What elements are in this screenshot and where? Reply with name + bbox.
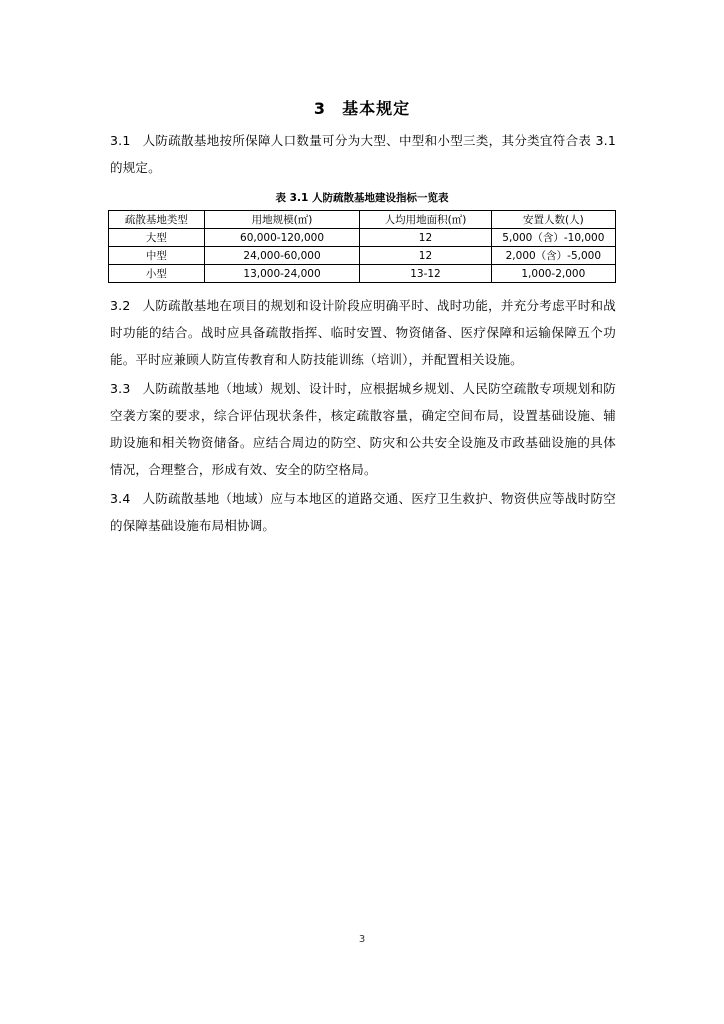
- column-header-population: 安置人数(人): [491, 211, 615, 229]
- table-cell: 1,000-2,000: [491, 265, 615, 283]
- section-text: 人防疏散基地按所保障人口数量可分为大型、中型和小型三类，其分类宜符合表 3.1 的规定。: [110, 133, 616, 175]
- table-cell: 13,000-24,000: [204, 265, 359, 283]
- section-3-2: [110, 292, 616, 373]
- table-cell: 5,000（含）-10,000: [491, 229, 615, 247]
- indicator-table: [108, 210, 616, 283]
- table-row: [109, 247, 616, 265]
- table-header-row: [109, 211, 616, 229]
- table-row: [109, 229, 616, 247]
- section-number: 3.4: [110, 491, 131, 506]
- table-cell: 60,000-120,000: [204, 229, 359, 247]
- table-cell: 中型: [109, 247, 205, 265]
- table-cell: 12: [360, 247, 491, 265]
- section-3-1: [110, 127, 616, 181]
- section-text: 人防疏散基地（地域）应与本地区的道路交通、医疗卫生救护、物资供应等战时防空的保障基础设施布局相协调。: [110, 491, 616, 533]
- table-row: [109, 265, 616, 283]
- table-cell: 大型: [109, 229, 205, 247]
- section-text: 人防疏散基地在项目的规划和设计阶段应明确平时、战时功能，并充分考虑平时和战时功能的结合。战时应具备疏散指挥、临时安置、物资储备、医疗保障和运输保障五个功能。平时应兼顾人防宣传教育和人防技能训练（培训），并配置相关设施。: [110, 298, 616, 367]
- section-3-4: [110, 485, 616, 539]
- column-header-type: 疏散基地类型: [109, 211, 205, 229]
- section-text: 人防疏散基地（地域）规划、设计时，应根据城乡规划、人民防空疏散专项规划和防空袭方案的要求，综合评估现状条件，核定疏散容量，确定空间布局，设置基础设施、辅助设施和相关物资储备。应结合周边的防空、防灾和公共安全设施及市政基础设施的具体情况，合理整合，形成有效、安全的防空格局。: [110, 381, 616, 477]
- section-number: 3.3: [110, 381, 131, 396]
- column-header-land-area: 用地规模(㎡): [204, 211, 359, 229]
- page-number: 3: [358, 934, 366, 945]
- chapter-heading: [0, 96, 724, 119]
- table-caption: 表 3.1 人防疏散基地建设指标一览表: [275, 192, 449, 204]
- column-header-per-capita: 人均用地面积(㎡): [360, 211, 491, 229]
- chapter-title: 基本规定: [342, 99, 411, 118]
- table-cell: 小型: [109, 265, 205, 283]
- table-cell: 12: [360, 229, 491, 247]
- section-number: 3.1: [110, 133, 131, 148]
- chapter-number: 3: [313, 99, 327, 118]
- section-3-3: [110, 375, 616, 483]
- table-cell: 2,000（含）-5,000: [491, 247, 615, 265]
- section-number: 3.2: [110, 298, 131, 313]
- table-cell: 24,000-60,000: [204, 247, 359, 265]
- table-cell: 13-12: [360, 265, 491, 283]
